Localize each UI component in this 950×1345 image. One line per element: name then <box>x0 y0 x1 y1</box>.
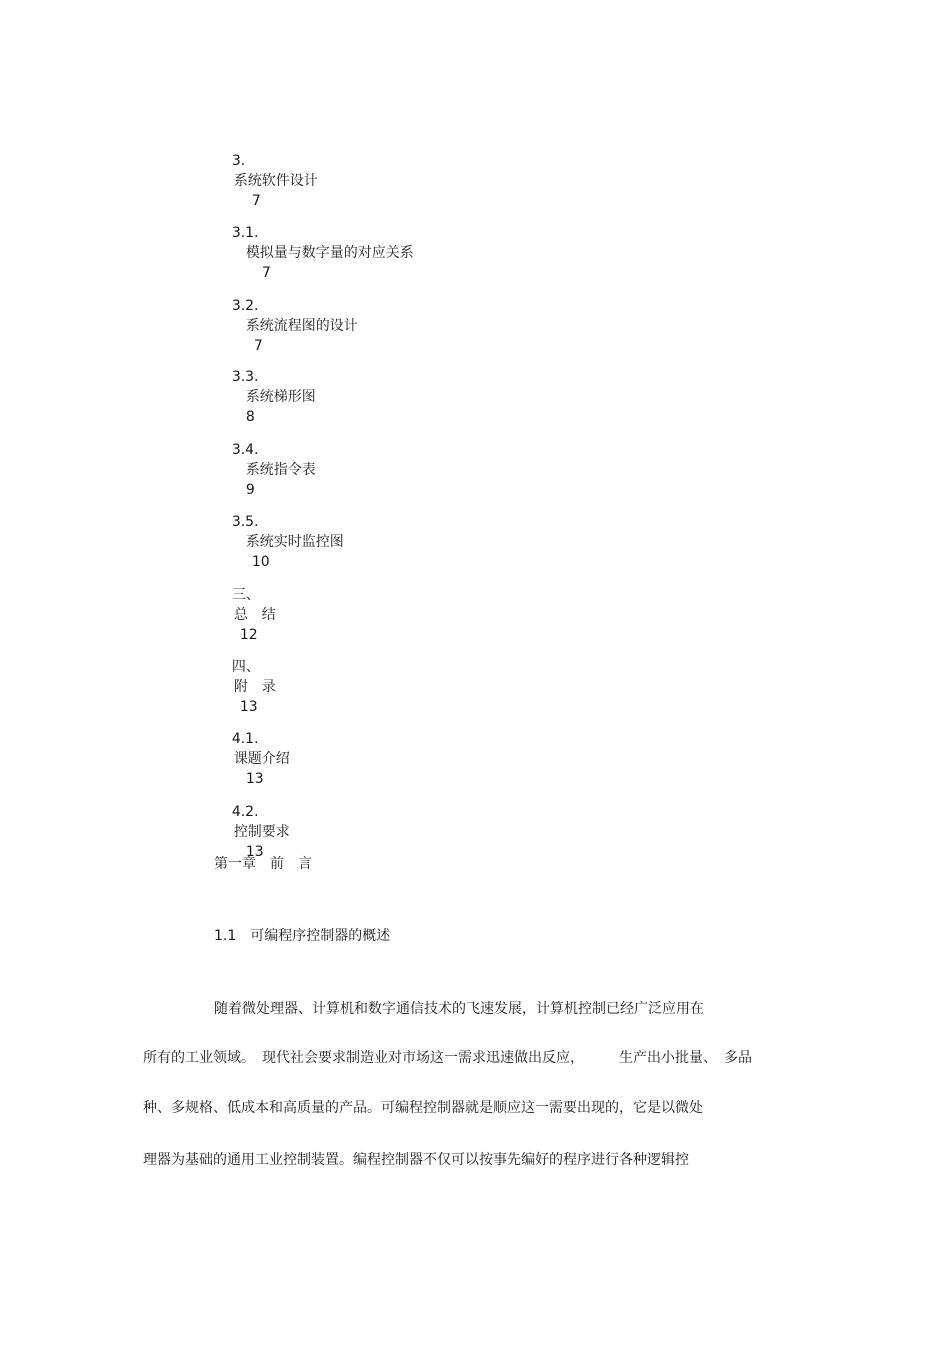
toc-entry <box>214 709 290 787</box>
toc-entry-number: 四、 <box>231 659 260 675</box>
toc-entry-number: 3.2． <box>231 298 269 314</box>
toc-entry-page: 13 <box>245 771 264 787</box>
toc-entry-title: 系统实时监控图 <box>245 534 344 550</box>
toc-entry-number: 3.1． <box>231 225 269 241</box>
toc-entry-title: 系统梯形图 <box>245 389 316 405</box>
toc-entry-page: 12 <box>239 627 258 643</box>
toc-entry <box>214 420 316 498</box>
chapter-heading: 第一章 前 言 <box>214 856 312 872</box>
toc-entry-number: 三、 <box>231 587 260 603</box>
toc-entry-number: 3． <box>231 153 255 169</box>
toc-entry <box>214 565 276 643</box>
toc-entry-number: 4.1. <box>231 731 259 747</box>
toc-entry <box>214 131 318 209</box>
toc-entry <box>214 276 358 354</box>
toc-entry-page: 13 <box>239 699 258 715</box>
toc-entry-page: 10 <box>251 554 270 570</box>
toc-entry <box>214 782 290 860</box>
toc-entry-page: 8 <box>245 409 255 425</box>
body-paragraph-line: 种、多规格、低成本和高质量的产品。可编程控制器就是顺应这一需要出现的，它是以微处 <box>143 1100 703 1116</box>
body-paragraph-line: 理器为基础的通用工业控制装置。编程控制器不仅可以按事先编好的程序进行各种逻辑控 <box>143 1152 689 1168</box>
toc-entry-title: 总 结 <box>233 607 276 623</box>
toc-entry-title: 系统流程图的设计 <box>245 318 358 334</box>
toc-entry-title: 系统指令表 <box>245 462 316 478</box>
toc-entry-title: 附 录 <box>233 679 276 695</box>
toc-entry-number: 3.3． <box>231 369 269 385</box>
body-paragraph-line: 所有的工业领域。 现代社会要求制造业对市场这一需求迅速做出反应， 生产出小批量、 多品 <box>143 1050 752 1066</box>
toc-entry-title: 模拟量与数字量的对应关系 <box>245 245 414 261</box>
toc-entry-number: 3.4． <box>231 442 269 458</box>
toc-entry <box>214 347 316 425</box>
toc-entry-title: 控制要求 <box>233 824 290 840</box>
toc-entry-title: 系统软件设计 <box>233 173 318 189</box>
toc-entry-number: 4.2. <box>231 804 259 820</box>
toc-entry <box>214 492 344 570</box>
toc-entry-page: 7 <box>251 193 261 209</box>
toc-entry-number: 3.5． <box>231 514 269 530</box>
toc-entry <box>214 637 276 715</box>
section-heading: 1.1 可编程序控制器的概述 <box>214 928 391 944</box>
toc-entry-page: 7 <box>253 338 263 354</box>
toc-entry <box>214 203 414 281</box>
toc-entry-page: 9 <box>245 482 255 498</box>
toc-entry-title: 课题介绍 <box>233 751 290 767</box>
toc-entry-page: 7 <box>261 265 271 281</box>
body-paragraph-line: 随着微处理器、计算机和数字通信技术的飞速发展，计算机控制已经广泛应用在 <box>214 1001 704 1017</box>
toc-entry-page: 13 <box>245 844 264 860</box>
